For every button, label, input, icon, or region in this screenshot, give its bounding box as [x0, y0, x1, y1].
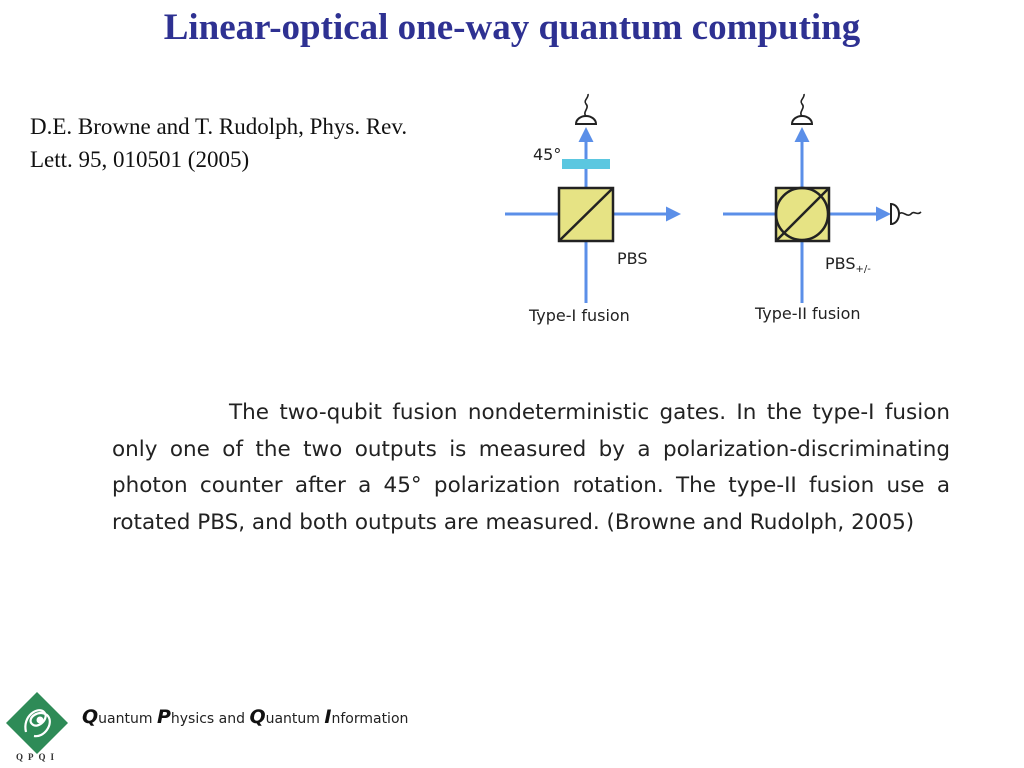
- reference-line-2: Lett. 95, 010501 (2005): [30, 147, 250, 172]
- type-i-fusion-gate: [505, 94, 678, 325]
- fusion-gates-diagram: [495, 88, 935, 338]
- type-ii-top-detector-icon: [792, 94, 812, 124]
- type-ii-fusion-gate: [723, 94, 921, 323]
- label-type-ii-fusion: Type-II fusion: [755, 304, 861, 323]
- type-i-waveplate: [562, 159, 610, 169]
- label-pbs-rotated: PBS+/-: [825, 254, 871, 275]
- slide-title: Linear-optical one-way quantum computing: [163, 7, 861, 48]
- logo-letters: QPQI: [16, 752, 60, 762]
- label-45-degrees: 45°: [533, 145, 562, 164]
- label-type-i-fusion: Type-I fusion: [529, 306, 630, 325]
- reference-line-1: D.E. Browne and T. Rudolph, Phys. Rev.: [30, 114, 408, 139]
- figure-caption: The two-qubit fusion nondeterministic gates. In the type-I fusion only one of the two outputs is measured by a polarization-discriminating photon counter after a 45° polarization rotation. The type-II fusion use a rotated PBS, and both outputs are measured. (Browne and Rudolph, 2005): [112, 400, 950, 535]
- qpqi-logo-icon: [4, 690, 70, 756]
- footer-organization-name: Quantum Physics and Quantum Information: [82, 706, 409, 728]
- type-ii-side-detector-icon: [891, 204, 921, 224]
- reference-citation: [30, 110, 490, 176]
- type-i-detector-icon: [576, 94, 596, 124]
- label-pbs: PBS: [617, 249, 648, 268]
